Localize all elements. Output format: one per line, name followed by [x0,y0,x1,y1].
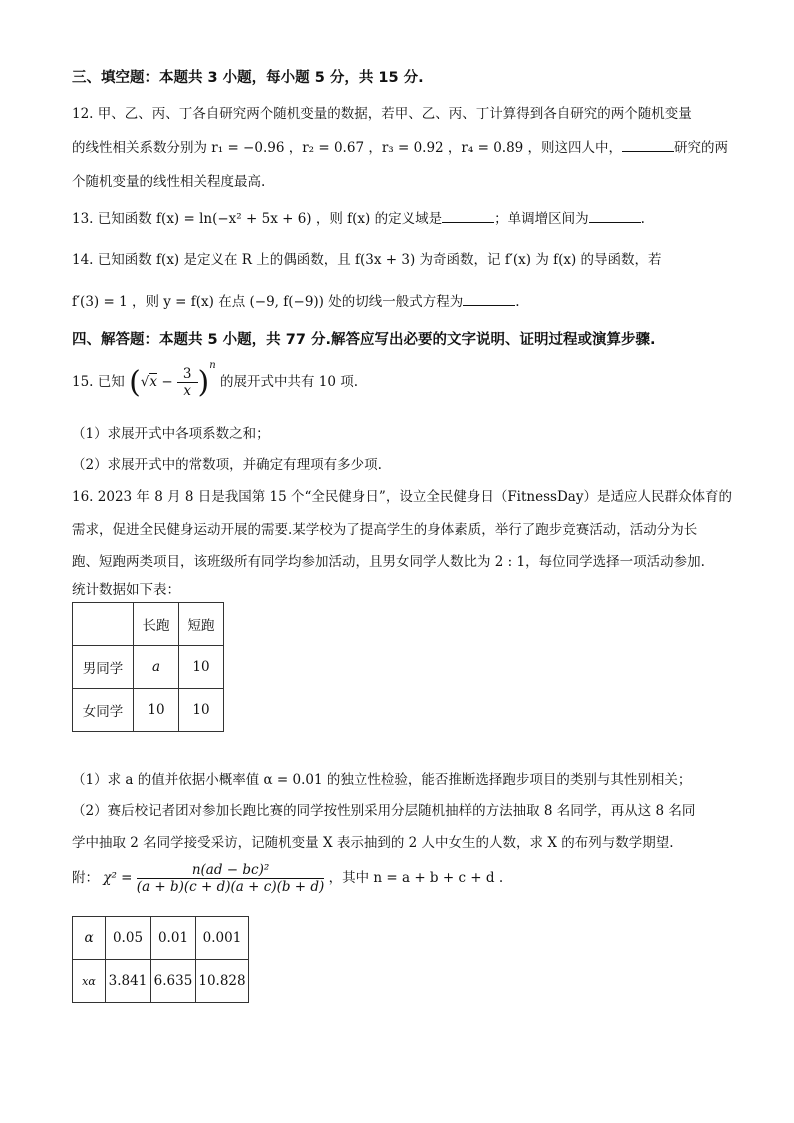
q15-prefix: 15. 已知 [72,374,125,390]
table-row [73,917,249,960]
q15-suffix: 的展开式中共有 10 项. [219,374,359,390]
q16-line1: 16. 2023 年 8 月 8 日是我国第 15 个“全民健身日”，设立全民健身日（FitnessDay）是适应人民群众体育的 [72,489,732,505]
table-cell: a [134,646,179,689]
table-cell: 10 [179,646,224,689]
chi-square-formula [72,862,503,908]
table-cell: 10.828 [196,960,249,1003]
formula-suffix: ，其中 n = a + b + c + d . [328,870,504,886]
table-cell: 男同学 [73,646,134,689]
table-cell: 0.01 [151,917,196,960]
q15-fraction [177,366,198,399]
q16-sub1: （1）求 a 的值并依据小概率值 α = 0.01 的独立性检验，能否推断选择跑步项目的类别与其性别相关； [72,772,692,788]
sqrt-symbol: √ [140,374,150,390]
q12-line3: 个随机变量的线性相关程度最高. [72,174,266,190]
q14-line2 [72,290,520,310]
q16-line4: 统计数据如下表： [72,582,180,598]
q12-line2 [72,136,728,156]
table-header-cell [73,603,134,646]
q14-line1: 14. 已知函数 f(x) 是定义在 R 上的偶函数，且 f(3x + 3) 为奇函数，记 f′(x) 为 f(x) 的导函数，若 [72,252,662,268]
table-cell: xα [73,960,106,1003]
q16-sub2-line2: 学中抽取 2 名同学接受采访，记随机变量 X 表示抽到的 2 人中女生的人数，求 X 的布列与数学期望. [72,835,674,851]
formula-fraction [137,862,325,895]
table-cell: 女同学 [73,689,134,732]
critical-value-table [72,916,249,1003]
q13-c: . [640,211,645,227]
table-header-cell: 短跑 [179,603,224,646]
q15-sqrt-x: x [149,374,158,390]
q16-line3: 跑、短跑两类项目，该班级所有同学均参加活动，且男女同学人数比为 2 : 1，每位同学选择一项活动参加. [72,554,705,570]
q12-answer-blank[interactable] [622,139,674,152]
table-row [73,960,249,1003]
formula-denominator: (a + b)(c + d)(a + c)(b + d) [136,879,325,895]
q14-answer-blank[interactable] [463,293,515,306]
section4-heading: 四、解答题：本题共 5 小题，共 77 分.解答应写出必要的文字说明、证明过程或演算步骤. [72,332,656,348]
right-paren: ) [197,365,210,400]
table-cell: 3.841 [106,960,151,1003]
q15-frac-den: x [183,383,192,399]
table-cell: 0.05 [106,917,151,960]
table-cell: α [73,917,106,960]
q16-line2: 需求，促进全民健身运动开展的需要.某学校为了提高学生的身体素质，举行了跑步竞赛活动，活动分为长 [72,522,698,538]
section3-heading: 三、填空题：本题共 3 小题，每小题 5 分，共 15 分. [72,70,424,86]
appendix-prefix: 附： [72,870,99,886]
table-header-cell: 长跑 [134,603,179,646]
q15-sub2: （2）求展开式中的常数项，并确定有理项有多少项. [72,457,382,473]
q13-line [72,207,645,227]
table-cell: 0.001 [196,917,249,960]
q13-b: ；单调增区间为 [494,211,589,227]
q13-blank-interval[interactable] [589,210,641,223]
q12-line2-a: 的线性相关系数分别为 r₁ = −0.96 ，r₂ = 0.67 ，r₃ = 0.92 ，r₄ = 0.89 ，则这四人中， [72,140,623,156]
q14-line2-a: f′(3) = 1 ，则 y = f(x) 在点 (−9, f(−9)) 处的切线一般式方程为 [72,294,464,310]
q15-line [72,360,358,404]
table-row [73,646,224,689]
table-header-row [73,603,224,646]
q13-a: 13. 已知函数 f(x) = ln(−x² + 5x + 6) ，则 f(x) 的定义域是 [72,211,443,227]
chi-symbol: χ² = [103,870,133,886]
q16-sub2-line1: （2）赛后校记者团对参加长跑比赛的同学按性别采用分层随机抽样的方法抽取 8 名同学，再从这 8 名同 [72,803,696,819]
q13-blank-domain[interactable] [442,210,494,223]
table-row [73,689,224,732]
q15-exponent: n [209,360,216,371]
q15-minus: − [161,374,173,390]
q15-frac-num: 3 [177,366,198,383]
table-cell: 10 [134,689,179,732]
q15-sub1: （1）求展开式中各项系数之和； [72,426,270,442]
table-cell: 10 [179,689,224,732]
q14-line2-b: . [515,294,520,310]
table-cell: 6.635 [151,960,196,1003]
q12-line1: 12. 甲、乙、丙、丁各自研究两个随机变量的数据，若甲、乙、丙、丁计算得到各自研究的两个随机变量 [72,106,692,122]
formula-numerator: n(ad − bc)² [137,862,325,879]
running-stats-table [72,602,224,732]
q12-line2-b: 研究的两 [674,140,729,156]
left-paren: ( [129,365,141,400]
